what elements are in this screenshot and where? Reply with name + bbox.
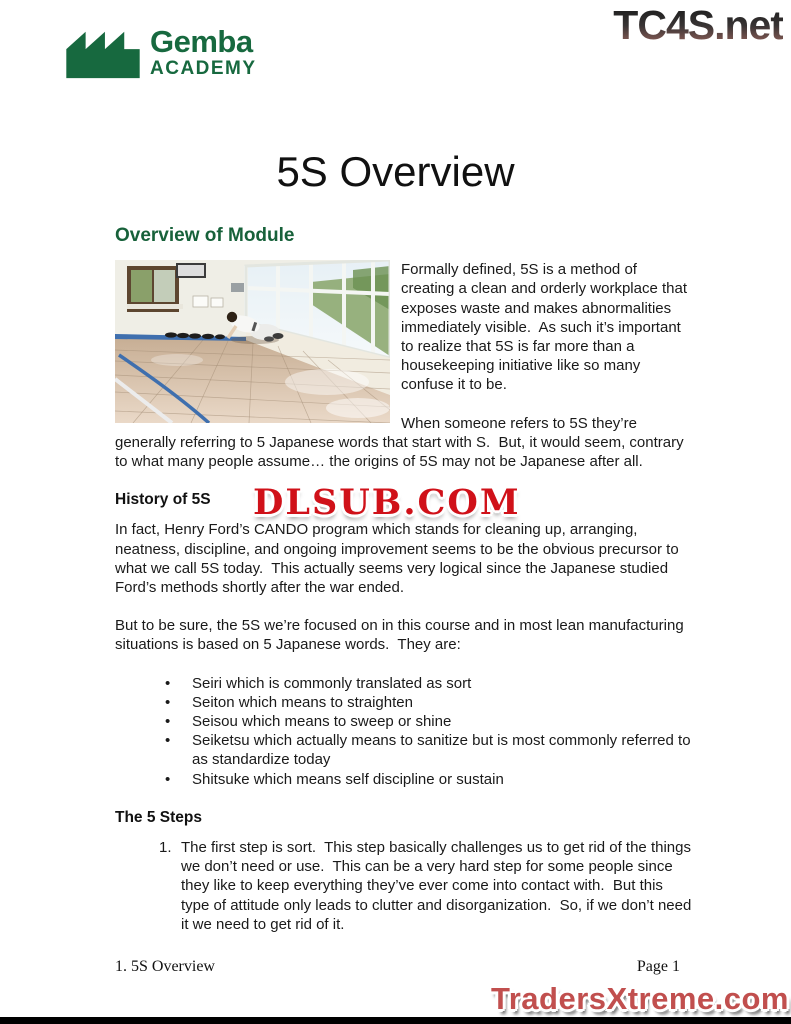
factory-icon: [64, 24, 142, 80]
page-footer: [115, 958, 692, 976]
cleaning-floor-photo: [115, 260, 390, 423]
bullet-seiketsu: • Seiketsu which actually means to sanitize but is most commonly referred to as standardize today: [165, 731, 692, 769]
footer-page-number: Page 1: [636, 958, 680, 975]
step-text: The first step is sort. This step basically challenges us to get rid of the things we don’t need or use. This can be a very hard step for some people since they like to keep everything they’ve ever come into contact with. But this type of attitude only leads to clutter and disorganization. So, if we don’t need it we need to get rid of it.: [181, 839, 696, 933]
bottom-edge-bar: [0, 1017, 791, 1024]
logo-text: [150, 26, 257, 78]
logo-subname: ACADEMY: [150, 58, 257, 79]
bullet-shitsuke: • Shitsuke which means self discipline or sustain: [165, 770, 692, 789]
dlsub-watermark: DLSUB.COM: [253, 482, 521, 523]
tradersxtreme-watermark: TradersXtreme.com: [491, 981, 789, 1016]
step-number: 1.: [159, 839, 172, 857]
page-title: 5S Overview: [276, 148, 515, 195]
bullet-seisou: • Seisou which means to sweep or shine: [165, 712, 692, 731]
step-item-1: [115, 838, 696, 934]
logo-name: Gemba: [150, 24, 253, 59]
five-s-bullet-list: [115, 674, 695, 789]
bullet-seiri: • Seiri which is commonly translated as sort: [165, 674, 692, 693]
paragraph-formally-defined: Formally defined, 5S is a method of creating a clean and orderly workplace that exposes waste and makes abnormalities immediately visible. As such it’s important to realize that 5S is far more than a housekeeping initiative like so many confuse it to be.: [401, 261, 692, 394]
paragraph-henry-ford: In fact, Henry Ford’s CANDO program which stands for cleaning up, arranging, neatness, discipline, and ongoing improvement seems to be the obvious precursor to what we call 5S today. This actually seems very logical since the Japanese studied Ford’s methods shortly after the war ended.: [115, 521, 683, 597]
footer-document-label: 1. 5S Overview: [115, 958, 215, 975]
bullet-seiton: • Seiton which means to straighten: [165, 693, 692, 712]
history-heading: History of 5S: [115, 491, 211, 509]
five-steps-heading: The 5 Steps: [115, 808, 202, 826]
tc4s-watermark: TC4S.net: [613, 2, 783, 48]
document-body: [115, 225, 696, 953]
paragraph-but-to-be-sure: But to be sure, the 5S we’re focused on in this course and in most lean manufacturing situations is based on 5 Japanese words. They are:: [115, 617, 688, 654]
paragraph-when-someone-refers: When someone refers to 5S they’re generally referring to 5 Japanese words that start with S. But, it would seem, contrary to what many people assume… the origins of 5S may not be Japanese after all.: [115, 414, 688, 471]
overview-section-heading: Overview of Module: [115, 225, 295, 246]
gemba-academy-logo: [64, 24, 257, 80]
